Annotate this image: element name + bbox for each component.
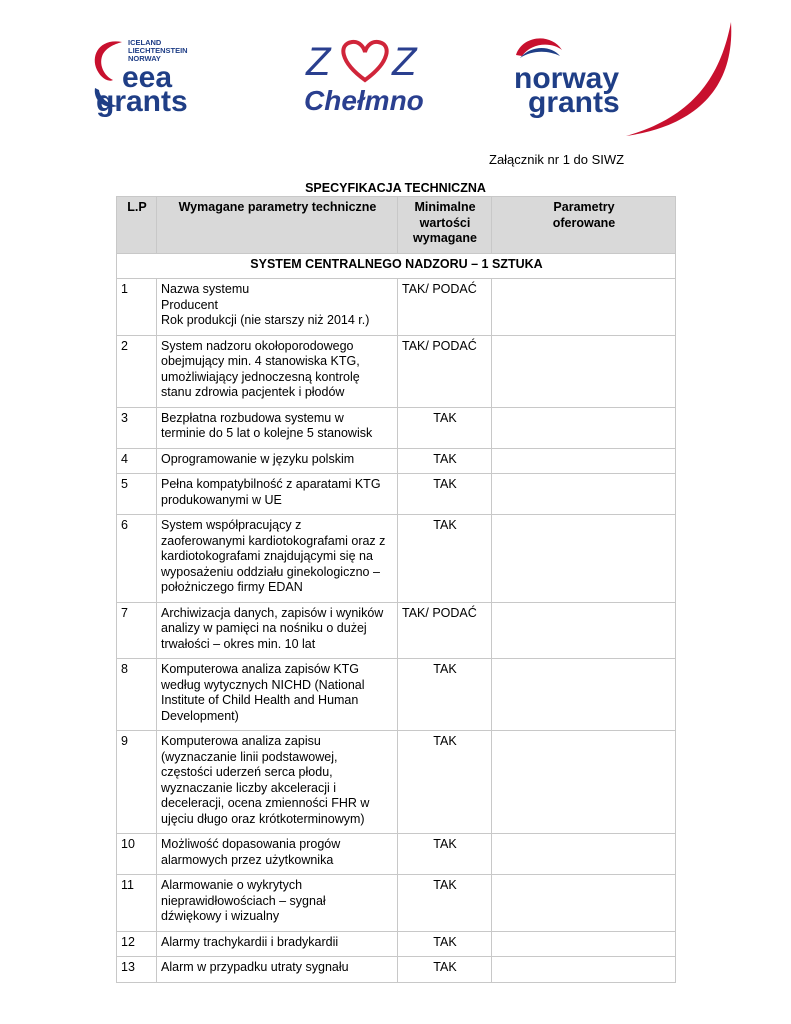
parameter-line: System współpracujący z	[161, 518, 302, 532]
row-parameter	[157, 474, 398, 515]
row-offered-value[interactable]	[492, 407, 676, 448]
eea-country-2: LIECHTENSTEIN	[128, 46, 188, 55]
parameter-line: wyznaczanie liczby akceleracji i	[161, 780, 337, 795]
parameter-line: Nazwa systemu	[161, 282, 250, 296]
chelmno-z-left: Z	[306, 40, 331, 84]
parameter-line: ujęciu długo oraz krótkoterminowym)	[161, 811, 365, 826]
parameter-line: Bezpłatna rozbudowa systemu w	[161, 410, 344, 425]
table-row	[117, 957, 676, 983]
eea-grants-logo	[95, 38, 188, 118]
norway-grants-logo	[514, 22, 731, 136]
table-row	[117, 602, 676, 659]
row-offered-value[interactable]	[492, 602, 676, 659]
parameter-line: System nadzoru okołoporodowego	[161, 338, 354, 353]
row-minimum-value: TAK	[398, 407, 492, 448]
row-minimum-value: TAK	[398, 931, 492, 957]
row-offered-value[interactable]	[492, 731, 676, 834]
chelmno-z-right: Z	[392, 40, 417, 84]
row-number: 9	[117, 731, 157, 834]
parameter-line: alarmowych przez użytkownika	[161, 852, 334, 867]
parameter-line: Alarmowanie o wykrytych	[161, 878, 303, 892]
eea-grants-word: grants	[96, 85, 188, 118]
row-number: 7	[117, 602, 157, 659]
table-row	[117, 731, 676, 834]
parameter-line: położniczego firmy EDAN	[161, 580, 303, 594]
row-parameter	[157, 407, 398, 448]
row-parameter	[157, 515, 398, 603]
row-number: 12	[117, 931, 157, 957]
row-offered-value[interactable]	[492, 474, 676, 515]
row-offered-value[interactable]	[492, 515, 676, 603]
row-parameter	[157, 931, 398, 957]
parameter-line: terminie do 5 lat o kolejne 5 stanowisk	[161, 426, 373, 440]
table-row	[117, 448, 676, 474]
row-offered-value[interactable]	[492, 957, 676, 983]
row-minimum-value: TAK	[398, 834, 492, 875]
eea-swoosh-icon	[95, 41, 122, 80]
row-number: 3	[117, 407, 157, 448]
row-number: 8	[117, 659, 157, 731]
row-number: 10	[117, 834, 157, 875]
chelmno-logo	[304, 40, 424, 116]
eea-country-3: NORWAY	[128, 54, 161, 63]
row-minimum-value: TAK	[398, 659, 492, 731]
parameter-line: Alarmy trachykardii i bradykardii	[161, 934, 339, 949]
table-row	[117, 335, 676, 407]
table-row	[117, 875, 676, 932]
row-offered-value[interactable]	[492, 659, 676, 731]
eea-word: eea	[122, 61, 173, 94]
parameter-line: Komputerowa analiza zapisu	[161, 734, 321, 748]
logos-header	[0, 0, 791, 150]
row-parameter	[157, 834, 398, 875]
row-parameter	[157, 731, 398, 834]
row-minimum-value: TAK/ PODAĆ	[398, 279, 492, 336]
row-offered-value[interactable]	[492, 335, 676, 407]
row-parameter	[157, 279, 398, 336]
parameter-line: produkowanymi w UE	[161, 492, 282, 507]
heart-icon	[343, 42, 386, 80]
parameter-line: Możliwość dopasowania progów	[161, 837, 341, 851]
row-minimum-value: TAK	[398, 957, 492, 983]
table-row	[117, 931, 676, 957]
parameter-line: Institute of Child Health and Human	[161, 693, 359, 707]
row-parameter	[157, 602, 398, 659]
table-row	[117, 407, 676, 448]
row-minimum-value: TAK	[398, 474, 492, 515]
section-row	[117, 253, 676, 279]
row-offered-value[interactable]	[492, 448, 676, 474]
row-number: 2	[117, 335, 157, 407]
parameter-line: analizy w pamięci na nośniku o dużej	[161, 621, 367, 635]
parameter-line: (wyznaczanie linii podstawowej,	[161, 749, 338, 764]
row-minimum-value: TAK	[398, 875, 492, 932]
parameter-line: według wytycznych NICHD (National	[161, 677, 365, 692]
parameter-line: wyposażeniu oddziału ginekologiczno –	[161, 564, 380, 579]
parameter-line: dźwiękowy i wizualny	[161, 909, 280, 923]
table-row	[117, 474, 676, 515]
parameter-line: umożliwiający jednoczesną kontrolę	[161, 369, 360, 384]
header-lp: L.P	[117, 197, 157, 254]
parameter-line: Rok produkcji (nie starszy niż 2014 r.)	[161, 313, 370, 327]
parameter-line: częstości uderzeń serca płodu,	[161, 765, 333, 779]
header-min-values: Minimalne wartości wymagane	[398, 197, 492, 254]
table-header-row	[117, 197, 676, 254]
row-parameter	[157, 957, 398, 983]
table-row	[117, 515, 676, 603]
row-minimum-value: TAK/ PODAĆ	[398, 335, 492, 407]
table-row	[117, 279, 676, 336]
row-offered-value[interactable]	[492, 931, 676, 957]
parameter-line: deceleracji, ocena zmienności FHR w	[161, 796, 370, 810]
parameter-line: Oprogramowanie w języku polskim	[161, 451, 355, 466]
parameter-line: zaoferowanymi kardiotokografami oraz z	[161, 533, 386, 548]
parameter-line: Pełna kompatybilność z aparatami KTG	[161, 477, 381, 491]
row-offered-value[interactable]	[492, 834, 676, 875]
header-params: Wymagane parametry techniczne	[157, 197, 398, 254]
norway-word: norway	[514, 62, 620, 95]
eea-country-1: ICELAND	[128, 38, 162, 47]
parameter-line: nieprawidłowościach – sygnał	[161, 893, 326, 908]
page-title: SPECYFIKACJA TECHNICZNA	[305, 181, 486, 195]
parameter-line: Development)	[161, 708, 239, 723]
parameter-line: Archiwizacja danych, zapisów i wyników	[161, 605, 384, 620]
row-parameter	[157, 335, 398, 407]
section-title: SYSTEM CENTRALNEGO NADZORU – 1 SZTUKA	[117, 253, 676, 279]
parameter-line: obejmujący min. 4 stanowiska KTG,	[161, 354, 360, 368]
row-number: 6	[117, 515, 157, 603]
chelmno-word: Chełmno	[304, 85, 424, 116]
parameter-line: Alarm w przypadku utraty sygnału	[161, 960, 349, 974]
parameter-line: kardiotokografami znajdującymi się na	[161, 549, 373, 563]
row-minimum-value: TAK/ PODAĆ	[398, 602, 492, 659]
parameter-line: Producent	[161, 297, 218, 312]
row-parameter	[157, 448, 398, 474]
header-offered-params: Parametry oferowane	[492, 197, 676, 254]
table-row	[117, 834, 676, 875]
table-row	[117, 659, 676, 731]
parameter-line: trwałości – okres min. 10 lat	[161, 636, 316, 651]
row-offered-value[interactable]	[492, 279, 676, 336]
parameter-line: stanu zdrowia pacjentek i płodów	[161, 385, 345, 399]
row-number: 4	[117, 448, 157, 474]
row-parameter	[157, 659, 398, 731]
row-number: 13	[117, 957, 157, 983]
row-minimum-value: TAK	[398, 515, 492, 603]
parameter-line: Komputerowa analiza zapisów KTG	[161, 662, 360, 676]
row-offered-value[interactable]	[492, 875, 676, 932]
corner-swoosh-icon	[626, 22, 731, 136]
row-parameter	[157, 875, 398, 932]
annex-label: Załącznik nr 1 do SIWZ	[489, 152, 625, 167]
row-minimum-value: TAK	[398, 448, 492, 474]
row-number: 5	[117, 474, 157, 515]
row-minimum-value: TAK	[398, 731, 492, 834]
norway-grants-word: grants	[528, 86, 620, 119]
row-number: 11	[117, 875, 157, 932]
row-number: 1	[117, 279, 157, 336]
specification-table	[116, 196, 676, 983]
